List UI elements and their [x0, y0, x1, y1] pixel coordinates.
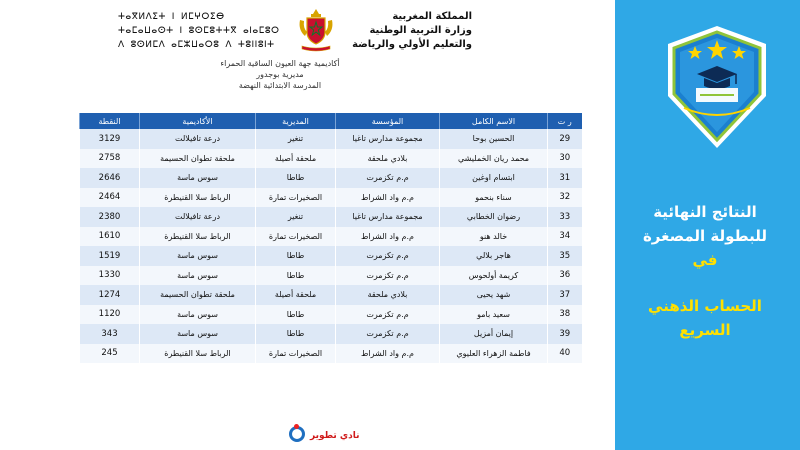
cell-directorate: الصخيرات تمارة: [256, 344, 336, 364]
cell-rank: 39: [548, 324, 582, 344]
cell-institution: م.م تكزمرت: [336, 246, 440, 266]
cell-academy: سوس ماسة: [140, 305, 256, 325]
cell-name: رضوان الخطابي: [440, 207, 548, 227]
title-line-2: للبطولة المصغرة: [642, 227, 768, 245]
cell-name: كريمة أولحوس: [440, 266, 548, 286]
ministry-header: [322, 10, 472, 52]
tifinagh-line: ⴷ ⵓⵙⵍⵎⴷ ⴰⵎⵣⵡⴰⵔⵓ ⴷ ⵜⵓⵏⵏⵓⵏⵜ: [118, 40, 275, 50]
table-row: [80, 129, 582, 149]
school-line: المدرسة الابتدائية النهضة: [238, 81, 322, 90]
title-line-fi: في: [692, 251, 718, 269]
cell-institution: م.م تكزمرت: [336, 305, 440, 325]
table-row: [80, 149, 582, 169]
cell-rank: 29: [548, 129, 582, 149]
title-line-4: السريع: [679, 321, 731, 339]
table-row: [80, 188, 582, 208]
cell-score: 2380: [80, 207, 140, 227]
cell-academy: سوس ماسة: [140, 266, 256, 286]
cell-institution: مجموعة مدارس تاغيا: [336, 129, 440, 149]
cell-academy: سوس ماسة: [140, 168, 256, 188]
school-badge-icon: [662, 22, 772, 152]
directorate-line: مديرية بوجدور: [256, 70, 304, 79]
club-logo-icon: [289, 426, 305, 442]
title-line-3: الحساب الذهني: [648, 297, 762, 315]
table-row: [80, 285, 582, 305]
column-header-score: النقطة: [80, 113, 140, 129]
column-header-academy: الأكاديمية: [140, 113, 256, 129]
cell-directorate: ملحقة أصيلة: [256, 285, 336, 305]
cell-academy: الرباط سلا القنيطرة: [140, 227, 256, 247]
cell-institution: مجموعة مدارس تاغيا: [336, 207, 440, 227]
cell-score: 1274: [80, 285, 140, 305]
cell-institution: م.م تكزمرت: [336, 168, 440, 188]
cell-directorate: طاطا: [256, 168, 336, 188]
cell-score: 1120: [80, 305, 140, 325]
cell-rank: 35: [548, 246, 582, 266]
cell-score: 245: [80, 344, 140, 364]
cell-academy: درعة تافيلالت: [140, 207, 256, 227]
table-row: [80, 207, 582, 227]
table-header-row: [80, 113, 582, 129]
cell-academy: ملحقة تطوان الحسيمة: [140, 285, 256, 305]
cell-academy: ملحقة تطوان الحسيمة: [140, 149, 256, 169]
cell-directorate: الصخيرات تمارة: [256, 188, 336, 208]
cell-rank: 37: [548, 285, 582, 305]
cell-score: 343: [80, 324, 140, 344]
cell-score: 3129: [80, 129, 140, 149]
cell-academy: الرباط سلا القنيطرة: [140, 344, 256, 364]
cell-rank: 36: [548, 266, 582, 286]
column-header-institution: المؤسسة: [336, 113, 440, 129]
cell-name: إيمان أمزيل: [440, 324, 548, 344]
cell-directorate: طاطا: [256, 246, 336, 266]
cell-academy: الرباط سلا القنيطرة: [140, 188, 256, 208]
table-row: [80, 227, 582, 247]
cell-score: 1610: [80, 227, 140, 247]
header-line: وزارة التربية الوطنية: [369, 25, 472, 36]
cell-rank: 38: [548, 305, 582, 325]
cell-score: 2646: [80, 168, 140, 188]
cell-directorate: طاطا: [256, 266, 336, 286]
column-header-name: الاسم الكامل: [440, 113, 548, 129]
cell-institution: بلادي ملحقة: [336, 149, 440, 169]
cell-rank: 34: [548, 227, 582, 247]
cell-rank: 30: [548, 149, 582, 169]
title-block: [620, 200, 790, 342]
cell-directorate: ملحقة أصيلة: [256, 149, 336, 169]
club-name: نادي تطوير: [310, 431, 360, 441]
cell-name: هاجر بلالي: [440, 246, 548, 266]
school-subheader: [200, 58, 360, 91]
cell-institution: م.م واد الشراط: [336, 227, 440, 247]
table-row: [80, 266, 582, 286]
cell-directorate: طاطا: [256, 305, 336, 325]
cell-directorate: الصخيرات تمارة: [256, 227, 336, 247]
tifinagh-header: [118, 10, 288, 52]
tifinagh-line: ⵜⴰⴳⵍⴷⵉⵜ ⵏ ⵍⵎⵖⵔⵉⴱ: [118, 12, 225, 22]
cell-institution: م.م واد الشراط: [336, 188, 440, 208]
cell-directorate: طاطا: [256, 324, 336, 344]
cell-institution: م.م تكزمرت: [336, 324, 440, 344]
cell-name: فاطمة الزهراء العليوي: [440, 344, 548, 364]
cell-institution: م.م تكزمرت: [336, 266, 440, 286]
academy-line: أكاديمية جهة العيون الساقية الحمراء: [220, 59, 340, 68]
tifinagh-line: ⵜⴰⵎⴰⵡⴰⵙⵜ ⵏ ⵓⵙⵎⵓⵜⵜⴳ ⴰⵏⴰⵎⵓⵔ: [118, 26, 280, 36]
cell-rank: 31: [548, 168, 582, 188]
cell-score: 1519: [80, 246, 140, 266]
cell-name: محمد ريان الخمليشي: [440, 149, 548, 169]
cell-rank: 32: [548, 188, 582, 208]
table-row: [80, 324, 582, 344]
results-table-wrapper: [79, 113, 581, 363]
column-header-directorate: المديرية: [256, 113, 336, 129]
cell-directorate: تنغير: [256, 129, 336, 149]
cell-institution: بلادي ملحقة: [336, 285, 440, 305]
column-header-rank: ر ت: [548, 113, 582, 129]
cell-name: خالد هنو: [440, 227, 548, 247]
cell-rank: 33: [548, 207, 582, 227]
cell-academy: سوس ماسة: [140, 324, 256, 344]
cell-academy: سوس ماسة: [140, 246, 256, 266]
cell-institution: م.م واد الشراط: [336, 344, 440, 364]
cell-name: شهد يحيى: [440, 285, 548, 305]
table-row: [80, 246, 582, 266]
cell-directorate: تنغير: [256, 207, 336, 227]
cell-rank: 40: [548, 344, 582, 364]
cell-score: 1330: [80, 266, 140, 286]
cell-name: سعيد بامو: [440, 305, 548, 325]
cell-name: سناء بنحمو: [440, 188, 548, 208]
header-line: المملكة المغربية: [392, 11, 472, 22]
table-row: [80, 168, 582, 188]
cell-name: الحسين بوحا: [440, 129, 548, 149]
table-row: [80, 344, 582, 364]
table-row: [80, 305, 582, 325]
cell-name: ابتسام اوغين: [440, 168, 548, 188]
cell-score: 2758: [80, 149, 140, 169]
results-table: [79, 113, 582, 363]
title-line-1: النتائج النهائية: [653, 203, 757, 221]
header-line: والتعليم الأولي والرياضة: [352, 39, 472, 50]
cell-academy: درعة تافيلالت: [140, 129, 256, 149]
cell-score: 2464: [80, 188, 140, 208]
